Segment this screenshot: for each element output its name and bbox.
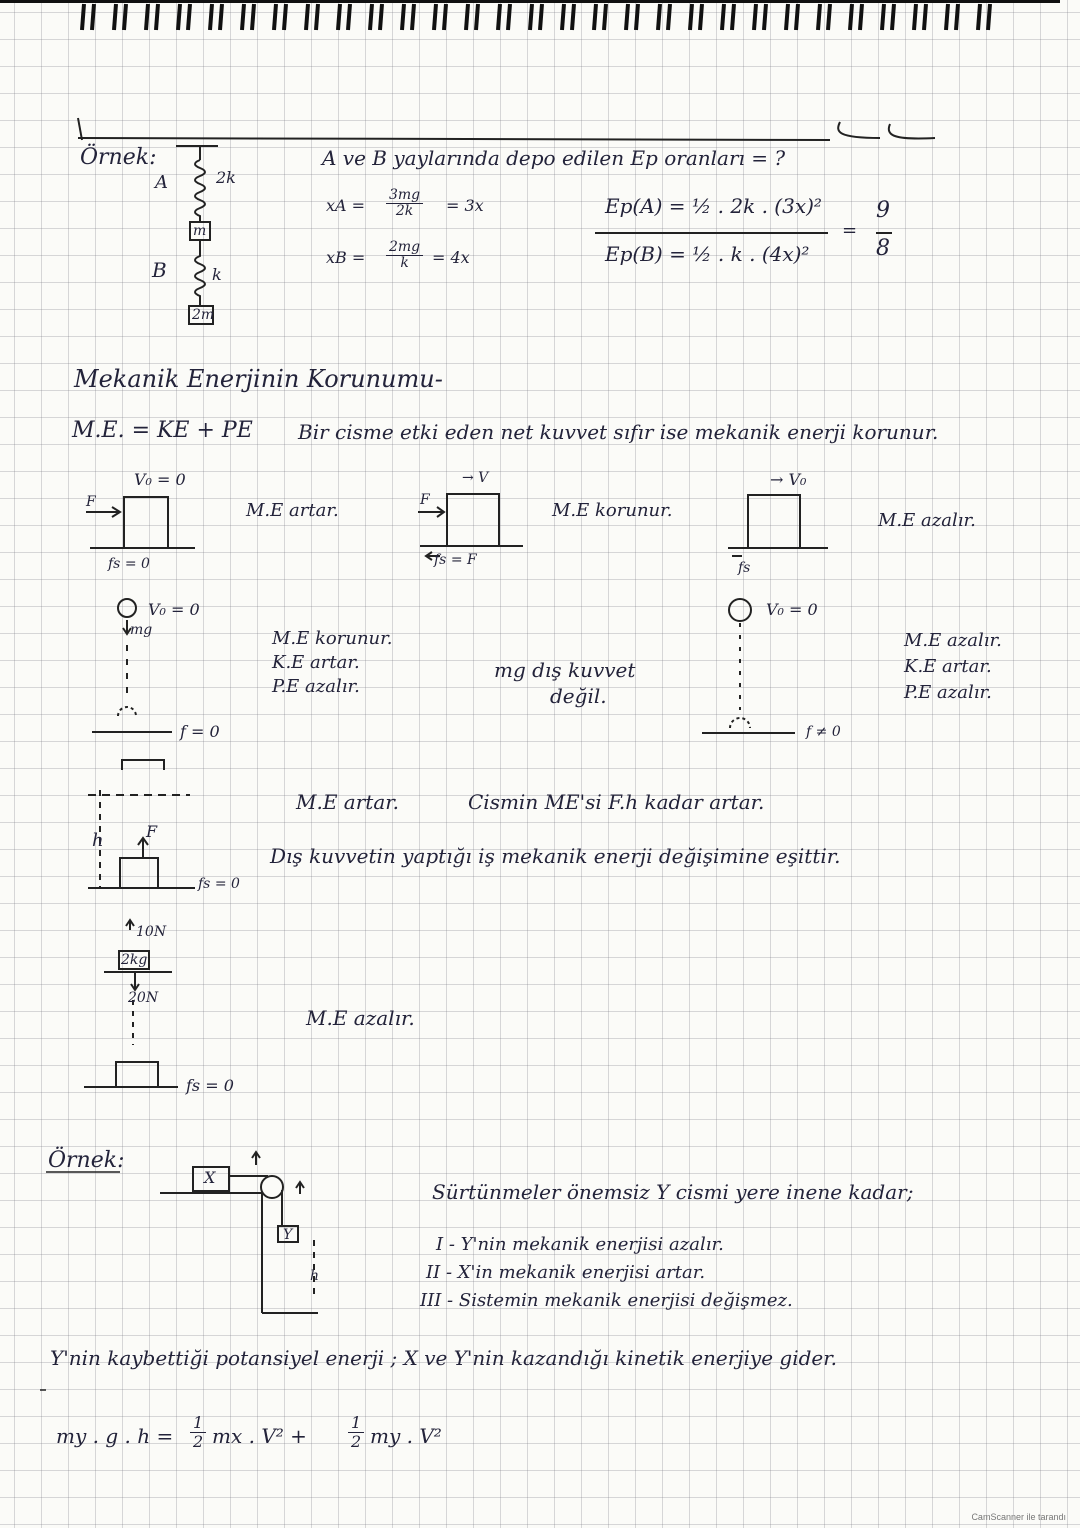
row1-result-3: M.E azalır. — [878, 510, 976, 531]
lift-result: M.E artar. — [296, 790, 399, 814]
lift-weight: 20N — [128, 990, 159, 1006]
fall-note-line2: değil. — [550, 684, 607, 708]
row1-result-1: M.E artar. — [246, 500, 339, 521]
row1-velocity-2: → V — [462, 470, 489, 486]
result-numerator: 9 — [876, 198, 890, 223]
example2-heading: Örnek: — [48, 1148, 125, 1173]
half-numerator-1: 1 — [190, 1414, 206, 1433]
mass-bottom-label: 2m — [192, 307, 215, 323]
block-y-label: Y — [283, 1227, 293, 1243]
lift-up-force: 10N — [136, 924, 167, 940]
row1-friction-3: fs — [738, 560, 751, 576]
half-fraction-1 — [190, 1414, 206, 1450]
xb-rhs: = 4x — [432, 248, 470, 267]
xb-lhs: xB = — [326, 248, 366, 267]
xa-lhs: xA = — [326, 196, 366, 215]
fall-right-friction: f ≠ 0 — [806, 724, 841, 740]
lift-note-1: Cismin ME'si F.h kadar artar. — [468, 790, 765, 814]
row1-friction-zero: fs = 0 — [108, 556, 150, 572]
block-diagrams-row1 — [86, 494, 828, 560]
fall-line-2: K.E artar. — [272, 652, 360, 673]
example1-heading: Örnek: — [80, 145, 157, 170]
xb-fraction — [386, 240, 423, 272]
lift-height: h — [92, 830, 104, 851]
spring-a-label: A — [155, 172, 168, 193]
row1-friction-equal: fs = F — [434, 552, 477, 568]
example1-question: A ve B yaylarında depo edilen Ep oranları = ? — [322, 146, 786, 170]
example2-conclusion: Y'nin kaybettiği potansiyel enerji ; X ve Y'nin kazandığı kinetik enerjiye gider. — [50, 1346, 837, 1370]
mass-top-label: m — [193, 223, 207, 239]
ep-b-expression: Ep(B) = ½ . k . (4x)² — [605, 242, 810, 266]
half-numerator-2: 1 — [348, 1414, 364, 1433]
half-fraction-2 — [348, 1414, 364, 1450]
fall-right-line-2: K.E artar. — [904, 656, 992, 677]
fall-line-1: M.E korunur. — [272, 628, 393, 649]
example2-item-3: III - Sistemin mekanik enerjisi değişmez. — [420, 1290, 793, 1311]
top-rule — [78, 122, 935, 140]
block-x-label: X — [204, 1168, 216, 1187]
equals-sign: = — [842, 220, 858, 241]
section-title: Mekanik Enerjinin Korunumu- — [74, 365, 443, 393]
half-denominator-2: 2 — [351, 1431, 362, 1451]
fall-right-line-3: P.E azalır. — [904, 682, 992, 703]
xa-denominator: 2k — [395, 203, 414, 220]
conservation-statement: Bir cisme etki eden net kuvvet sıfır ise mekanik enerji korunur. — [298, 420, 939, 444]
spring-b-constant: k — [212, 265, 222, 284]
lift-note-2: Dış kuvvetin yaptığı iş mekanik enerji değişimine eşittir. — [270, 844, 841, 868]
result-denominator: 8 — [876, 236, 890, 261]
example2-intro: Sürtünmeler önemsiz Y cismi yere inene kadar; — [432, 1180, 914, 1204]
lift-result-2: M.E azalır. — [306, 1006, 415, 1030]
xa-rhs: = 3x — [446, 196, 484, 215]
lift-block-mass: 2kg — [121, 952, 148, 968]
fall-right-line-1: M.E azalır. — [904, 630, 1002, 651]
lift-force: F — [146, 822, 158, 841]
spring-a-constant: 2k — [216, 168, 236, 187]
xb-denominator: k — [400, 255, 409, 272]
energy-formula: M.E. = KE + PE — [72, 418, 253, 443]
fall-weight: mg — [130, 622, 153, 638]
energy-equation-term1: mx . V² + — [212, 1424, 307, 1448]
pulley-diagram — [160, 1152, 318, 1313]
scanner-footer: CamScanner ile tarandı — [971, 1512, 1066, 1522]
row1-force-label: F — [86, 494, 96, 510]
xb-numerator: 2mg — [386, 240, 423, 256]
row1-force-label-2: F — [420, 492, 430, 508]
lift-friction: fs = 0 — [198, 876, 240, 892]
xa-numerator: 3mg — [386, 188, 423, 204]
pulley-height: h — [310, 1268, 320, 1284]
example2-item-2: II - X'in mekanik enerjisi artar. — [426, 1262, 706, 1283]
row1-initial-velocity: V₀ = 0 — [134, 470, 186, 489]
xa-fraction — [386, 188, 423, 220]
energy-equation-lhs: my . g . h = — [56, 1424, 174, 1448]
spring-b-label: B — [152, 258, 167, 282]
ep-a-expression: Ep(A) = ½ . 2k . (3x)² — [605, 194, 822, 218]
fall-line-3: P.E azalır. — [272, 676, 360, 697]
fall-initial-velocity: V₀ = 0 — [148, 600, 200, 619]
row1-velocity-3: → V₀ — [770, 470, 807, 489]
row1-result-2: M.E korunur. — [552, 500, 673, 521]
energy-equation-term2: my . V² — [370, 1424, 442, 1448]
fall-right-initial-velocity: V₀ = 0 — [766, 600, 818, 619]
fall-friction: f = 0 — [180, 722, 220, 741]
lift-friction-2: fs = 0 — [186, 1076, 234, 1095]
free-fall-right — [702, 599, 795, 733]
example2-item-1: I - Y'nin mekanik enerjisi azalır. — [436, 1234, 724, 1255]
half-denominator-1: 2 — [193, 1431, 204, 1451]
fall-note-line1: mg dış kuvvet — [494, 658, 636, 682]
